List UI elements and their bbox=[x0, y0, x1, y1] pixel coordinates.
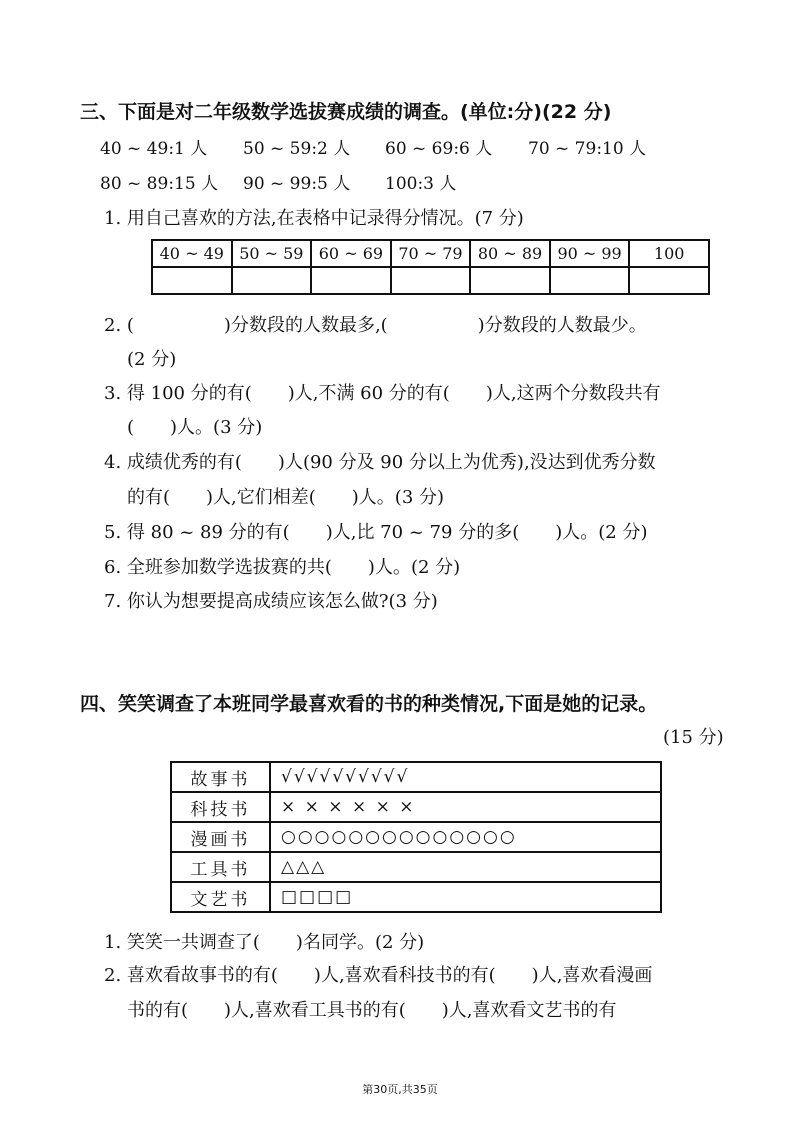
tally-marks: × × × × × × bbox=[270, 792, 661, 822]
answer-cell[interactable] bbox=[391, 267, 471, 294]
table-row bbox=[171, 822, 661, 852]
answer-cell[interactable] bbox=[629, 267, 709, 294]
answer-cell[interactable] bbox=[152, 267, 232, 294]
s3-question-3-cont: ( )人。(3 分) bbox=[127, 417, 263, 438]
tally-marks: □□□□ bbox=[270, 882, 661, 912]
table-header-cell: 70 ~ 79 bbox=[391, 240, 471, 267]
table-row bbox=[171, 792, 661, 822]
book-type-label: 漫画书 bbox=[171, 822, 270, 852]
section3-title: 三、下面是对二年级数学选拔赛成绩的调查。(单位:分)(22 分) bbox=[80, 101, 612, 123]
range-40-49: 40 ~ 49:1 人 bbox=[100, 139, 208, 159]
s4-question-1: 1. 笑笑一共调查了( )名同学。(2 分) bbox=[104, 932, 425, 953]
table-header-cell: 40 ~ 49 bbox=[152, 240, 232, 267]
book-type-label: 科技书 bbox=[171, 792, 270, 822]
range-90-99: 90 ~ 99:5 人 bbox=[243, 174, 351, 194]
table-header-cell: 90 ~ 99 bbox=[550, 240, 630, 267]
section4-title: 四、笑笑调查了本班同学最喜欢看的书的种类情况,下面是她的记录。 bbox=[80, 693, 658, 715]
s3-question-4: 4. 成绩优秀的有( )人(90 分及 90 分以上为优秀),没达到优秀分数 bbox=[104, 452, 656, 473]
tally-marks: ○○○○○○○○○○○○○○ bbox=[270, 822, 661, 852]
table-row bbox=[171, 852, 661, 882]
s4-question-2: 2. 喜欢看故事书的有( )人,喜欢看科技书的有( )人,喜欢看漫画 bbox=[104, 965, 653, 986]
range-50-59: 50 ~ 59:2 人 bbox=[243, 139, 351, 159]
table-header-cell: 50 ~ 59 bbox=[232, 240, 312, 267]
range-70-79: 70 ~ 79:10 人 bbox=[528, 139, 647, 159]
answer-cell[interactable] bbox=[232, 267, 312, 294]
table-header-cell: 80 ~ 89 bbox=[470, 240, 550, 267]
s3-question-2: 2. ( )分数段的人数最多,( )分数段的人数最少。 bbox=[104, 315, 647, 336]
s3-question-6: 6. 全班参加数学选拔赛的共( )人。(2 分) bbox=[104, 557, 461, 578]
book-tally-table bbox=[170, 761, 662, 913]
book-type-label: 文艺书 bbox=[171, 882, 270, 912]
score-record-table bbox=[151, 239, 710, 295]
table-header-cell: 100 bbox=[629, 240, 709, 267]
book-type-label: 工具书 bbox=[171, 852, 270, 882]
section4-score: (15 分) bbox=[663, 727, 724, 748]
table-header-cell: 60 ~ 69 bbox=[311, 240, 391, 267]
page-number: 第30页,共35页 bbox=[362, 1083, 438, 1096]
s3-question-7: 7. 你认为想要提高成绩应该怎么做?(3 分) bbox=[104, 591, 438, 612]
answer-cell[interactable] bbox=[550, 267, 630, 294]
book-type-label: 故事书 bbox=[171, 762, 270, 792]
s3-question-3: 3. 得 100 分的有( )人,不满 60 分的有( )人,这两个分数段共有 bbox=[104, 383, 661, 404]
range-100: 100:3 人 bbox=[385, 174, 457, 194]
tally-marks: △△△ bbox=[270, 852, 661, 882]
range-60-69: 60 ~ 69:6 人 bbox=[385, 139, 493, 159]
s4-question-2-cont: 书的有( )人,喜欢看工具书的有( )人,喜欢看文艺书的有 bbox=[127, 1000, 617, 1021]
table-row bbox=[171, 882, 661, 912]
tally-marks: √√√√√√√√√√ bbox=[270, 762, 661, 792]
answer-cell[interactable] bbox=[311, 267, 391, 294]
s3-question-5: 5. 得 80 ~ 89 分的有( )人,比 70 ~ 79 分的多( )人。(2 分) bbox=[104, 522, 648, 543]
s3-question-2-score: (2 分) bbox=[127, 349, 177, 370]
s3-question-4-cont: 的有( )人,它们相差( )人。(3 分) bbox=[127, 487, 445, 508]
table-row bbox=[152, 267, 709, 294]
answer-cell[interactable] bbox=[470, 267, 550, 294]
table-row bbox=[152, 240, 709, 267]
table-row bbox=[171, 762, 661, 792]
s3-question-1: 1. 用自己喜欢的方法,在表格中记录得分情况。(7 分) bbox=[104, 208, 524, 229]
range-80-89: 80 ~ 89:15 人 bbox=[100, 174, 219, 194]
